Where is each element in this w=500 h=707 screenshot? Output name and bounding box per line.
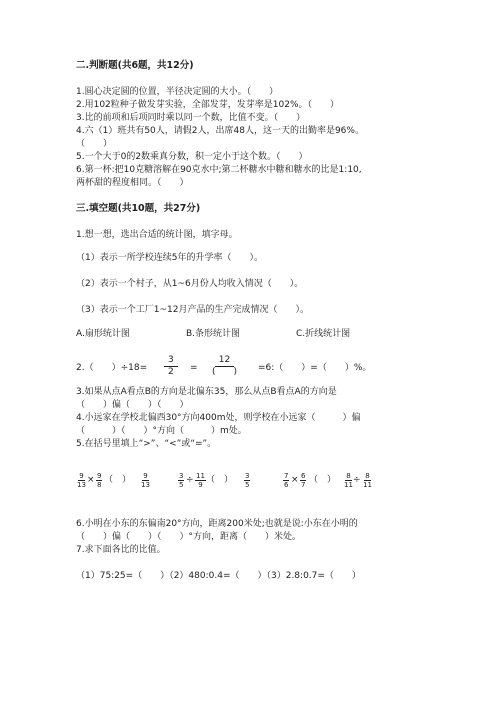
q5-e3-frac-a <box>283 472 289 489</box>
fraction-numerator: 3 <box>245 472 250 480</box>
fill-q2-fraction-1 <box>164 355 178 378</box>
q5-e2-blank: （ ） <box>206 475 234 485</box>
q5-e3-blank: （ ） <box>309 475 337 485</box>
fill-q7-stem: 7.求下面各比的比值。 <box>76 545 166 555</box>
fraction-numerator: 9 <box>97 472 102 480</box>
q5-e2-frac-c <box>244 472 250 489</box>
fraction-denominator: 5 <box>179 481 184 489</box>
fill-q1-sub-3: （3）表示一个工厂1~12月产品的生产完成情况（ ）。 <box>76 305 309 315</box>
q5-e1-operator: × <box>87 475 95 485</box>
fill-q4-line-2: （ ）（ ）°方向（ ）m处。 <box>76 426 247 436</box>
judge-item-4-blank: （ ） <box>76 139 113 149</box>
fill-q1-sub-2: （2）表示一个村子，从1~6月份人均收入情况（ ）。 <box>76 279 304 289</box>
option-b: B.条形统计图 <box>186 329 241 339</box>
fraction-denominator: 7 <box>301 481 306 489</box>
judge-item-6: 6.第一杯:把10克糖溶解在90克水中;第二杯糖水中糖和糖水的比是1:10, <box>76 165 362 175</box>
fraction-denominator: 11 <box>363 481 372 489</box>
fraction-denominator: 2 <box>168 367 174 377</box>
fill-q2-prefix: 2.（ ）÷18= <box>76 363 148 373</box>
fraction-numerator: 11 <box>196 472 205 480</box>
fill-q6-line-1: 6.小明在小东的东偏南20°方向，距离200米处;也就是说:小东在小明的 <box>76 519 358 529</box>
section-3-title: 三.填空题(共10题，共27分) <box>76 203 201 214</box>
judge-item-3: 3.比的前项和后项同时乘以同一个数，比值不变。（ ） <box>76 113 306 123</box>
fraction-denominator: 13 <box>77 481 86 489</box>
fraction-numerator: 3 <box>164 355 178 367</box>
q5-e3-frac-b <box>300 472 306 489</box>
option-a: A.扇形统计图 <box>76 329 130 339</box>
fraction-numerator: 12 <box>215 355 234 367</box>
fill-q3-line-1: 3.如果从点A看点B的方向是北偏东35，那么从点B看点A的方向是 <box>76 387 337 397</box>
judge-item-6-cont: 两杯甜的程度相同。（ ） <box>76 178 189 188</box>
fraction-denominator: 13 <box>141 481 150 489</box>
q5-e1-frac-a <box>76 472 87 489</box>
q5-e1-blank: （ ） <box>104 475 132 485</box>
judge-item-4: 4.六（1）班共有50人，请假2人，出席48人，这一天的出勤率是96%。 <box>76 126 364 136</box>
fraction-numerator: 6 <box>301 472 306 480</box>
fill-q4-line-1: 4.小远家在学校北偏西30°方向400m处，则学校在小远家（ ）偏 <box>76 413 361 423</box>
q5-e3-operator-2: ÷ <box>353 475 361 485</box>
option-c: C.折线统计图 <box>296 329 351 339</box>
fill-q2-fraction-2 <box>212 355 237 378</box>
fraction-numerator: 9 <box>79 472 84 480</box>
judge-item-5: 5.一个大于0的2数乘真分数，积一定小于这个数。（ ） <box>76 152 308 162</box>
fraction-numerator: 9 <box>143 472 148 480</box>
q5-e3-frac-d <box>362 472 373 489</box>
fill-q2-equals: = <box>190 363 198 373</box>
section-2-title: 二.判断题(共6题，共12分) <box>76 60 194 71</box>
fill-q1-sub-1: （1）表示一所学校连续5年的升学率（ ）。 <box>76 253 263 263</box>
judge-item-2: 2.用102粒种子做发芽实验，全部发芽，发芽率是102%。（ ） <box>76 100 339 110</box>
q5-e2-operator: ÷ <box>186 475 194 485</box>
fraction-numerator: 7 <box>284 472 289 480</box>
fill-q5-stem: 5.在括号里填上“>”、“<”或“=”。 <box>76 439 217 449</box>
q5-e1-frac-c <box>140 472 151 489</box>
fill-q7-ratios: （1）75:25=（ ）（2）480:0.4=（ ）（3）2.8:0.7=（ ） <box>76 571 361 581</box>
fraction-denominator: ( ) <box>212 367 238 377</box>
q5-e1-frac-b <box>96 472 102 489</box>
fraction-numerator: 3 <box>179 472 184 480</box>
fraction-denominator: 11 <box>344 481 353 489</box>
fill-q2-suffix: =6:（ ）=（ ）%。 <box>258 363 372 373</box>
judge-item-1: 1.圆心决定圆的位置，半径决定圆的大小。（ ） <box>76 87 279 97</box>
fraction-denominator: 5 <box>245 481 250 489</box>
fill-q6-line-2: （ ）偏（ ）（ ）°方向，距离（ ）米处。 <box>76 532 302 542</box>
fraction-numerator: 8 <box>365 472 370 480</box>
q5-e3-operator: × <box>291 475 299 485</box>
fill-q3-line-2: （ ）偏（ ）（ ） <box>76 400 189 410</box>
q5-e2-frac-a <box>178 472 184 489</box>
fraction-denominator: 6 <box>284 481 289 489</box>
fraction-denominator: 9 <box>198 481 203 489</box>
fill-q1-stem: 1.想一想，选出合适的统计图，填字母。 <box>76 230 238 240</box>
q5-e2-frac-b <box>195 472 206 489</box>
fraction-numerator: 8 <box>346 472 351 480</box>
fraction-denominator: 8 <box>97 481 102 489</box>
